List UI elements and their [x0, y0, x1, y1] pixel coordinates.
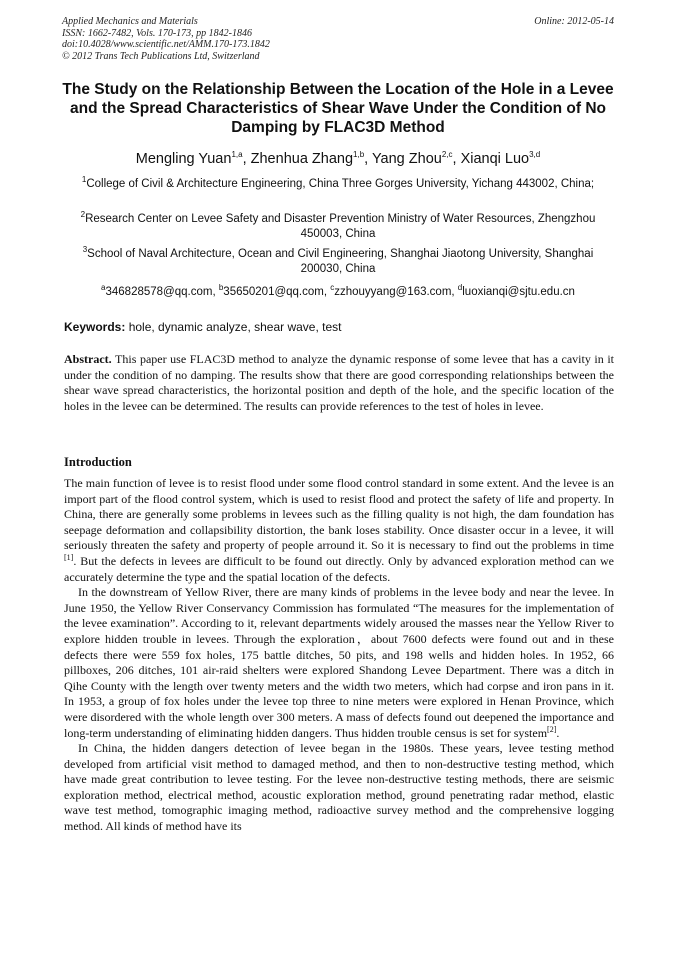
email-sup: a — [101, 283, 106, 293]
affiliation-text: College of Civil & Architecture Engineering, China Three Gorges University, Yichang 443002, China; — [86, 178, 595, 190]
affiliation-3 — [62, 247, 614, 276]
affiliation-sup: 3 — [82, 245, 88, 255]
affiliation-text: School of Naval Architecture, Ocean and Civil Engineering, Shanghai Jiaotong University, Shanghai 200030, China — [87, 248, 594, 275]
author-sup: 1,a — [231, 150, 243, 160]
citation[interactable]: [2] — [547, 724, 557, 734]
paragraph-text: In the downstream of Yellow River, there are many kinds of problems in the levee body and near the levee. In June 1950, the Yellow River Conservancy Commission has formulated “The measures for the implementation of the levee examination”. According to it, relevant departments widely aroused the masses near the Yellow River to explore hidden trouble in levees. Through the exploration，about 7600 defects were found out and in these defects there were 559 fox holes, 175 battle ditches, 50 pits, and 198 wells and hidden holes. In 1952, 66 pillboxes, 206 ditches, 101 air-raid shelters were explored Shandong Levee Department. There was a ditch in Qihe County with the length over twenty meters and the width two meters, which had corpse and iron pans in it. In 1953, a group of fox holes under the levee top three to nine meters were explored in Henan Province, which were disordered with the whole length over 300 meters. A mass of defects found out deepened the importance and long-term understanding of eliminating hidden dangers. Thus hidden trouble census is set for system — [64, 585, 614, 740]
paragraph: In China, the hidden dangers detection of levee began in the 1980s. These years, levee testing method developed from artificial visit method to damaged method, and then to non-destructive testing method, which have made great contribution to levee testing. For the levee non-destructive testing methods, there are seismic exploration method, electrical method, acoustic exploration method, ground penetrating radar method, elastic wave test method, tomographic imaging method, radioactive survey method and the comprehensive logging method. All kinds of method have its — [64, 741, 614, 834]
email-address: 346828578@qq.com — [105, 286, 213, 298]
issn-line: ISSN: 1662-7482, Vols. 170-173, pp 1842-1846 — [62, 27, 252, 39]
journal-name: Applied Mechanics and Materials — [62, 16, 198, 27]
email-sup: d — [457, 283, 463, 293]
email-address: luoxianqi@sjtu.edu.cn — [462, 286, 575, 298]
email-address: 35650201@qq.com — [223, 286, 324, 298]
author-name: Yang Zhou — [371, 151, 442, 167]
paragraph — [64, 476, 614, 585]
online-date: Online: 2012-05-14 — [534, 16, 614, 27]
paragraph — [64, 585, 614, 741]
author-sup: 2,c — [441, 150, 453, 160]
abstract — [64, 352, 614, 414]
affiliation-sup: 2 — [80, 210, 86, 220]
email-sup: b — [218, 283, 224, 293]
email-sup: c — [330, 283, 335, 293]
introduction-body — [64, 476, 614, 835]
section-heading-introduction: Introduction — [64, 455, 132, 469]
affiliation-sup: 1 — [81, 175, 87, 185]
email-list: $^a$346828578@qq.com, $^b$35650201@qq.com, $^c$zzhouyyang@163.com, $^d$luoxianqi@sjtu.edu.cn — [101, 283, 575, 298]
affiliation-2 — [62, 212, 614, 241]
affiliation-1 — [62, 177, 614, 192]
keywords-text: hole, dynamic analyze, shear wave, test — [128, 320, 342, 334]
author-name: Xianqi Luo — [460, 151, 530, 167]
running-header — [62, 16, 614, 62]
affiliation-text: Research Center on Levee Safety and Disaster Prevention Ministry of Water Resources, Zhengzhou 450003, China — [85, 213, 596, 240]
paragraph-text: . — [556, 725, 560, 740]
author-sup: 3,d — [529, 150, 541, 160]
keywords-label: Keywords: — [64, 320, 126, 334]
doi-line: doi:10.4028/www.scientific.net/AMM.170-173.1842 — [62, 39, 270, 50]
paper-title: The Study on the Relationship Between the Location of the Hole in a Levee and the Spread Characteristics of Shear Wave Under the Condition of No Damping by FLAC3D Method — [62, 81, 614, 136]
author-sup: 1,b — [353, 150, 365, 160]
abstract-text: This paper use FLAC3D method to analyze the dynamic response of some levee that has a cavity in it under the condition of no damping. The results show that there are good corresponding relationships between the shear wave spread characteristics, the horizontal position and depth of the hole, and the specific location of the holes in the levee can be determined. The results can provide references to the test of holes in levee. — [64, 352, 614, 413]
author-list: Mengling Yuan$^{1,a}$, Zhenhua Zhang$^{1,b}$, Yang Zhou$^{2,c}$, Xianqi Luo$^{3,d}$ — [135, 150, 541, 167]
citation[interactable]: [1] — [64, 552, 74, 562]
author-name: Mengling Yuan — [135, 151, 232, 167]
email-address: zzhouyyang@163.com — [334, 286, 452, 298]
copyright-line: © 2012 Trans Tech Publications Ltd, Switzerland — [62, 50, 260, 62]
author-name: Zhenhua Zhang — [250, 151, 354, 167]
paragraph-text: . But the defects in levees are difficult to be found out directly. Only by advanced exploration method can we accurately determine the type and the spatial location of the defects. — [64, 553, 614, 584]
keywords — [64, 320, 614, 335]
abstract-label: Abstract. — [64, 352, 112, 366]
paragraph-text: The main function of levee is to resist flood under some flood control standard in some extent. And the levee is an import part of the flood control system, which is used to resist flood and protect the safety of life and property. In China, there are generally some problems in levees such as the filling quality is not high, the dam foundation has seepage deformation and collapsibility distortion, the bank loses stability. Once disaster occur in a levee, it will seriously threaten the safety and property of people arround it. So it is necessary to find out the problems in time — [64, 476, 614, 553]
